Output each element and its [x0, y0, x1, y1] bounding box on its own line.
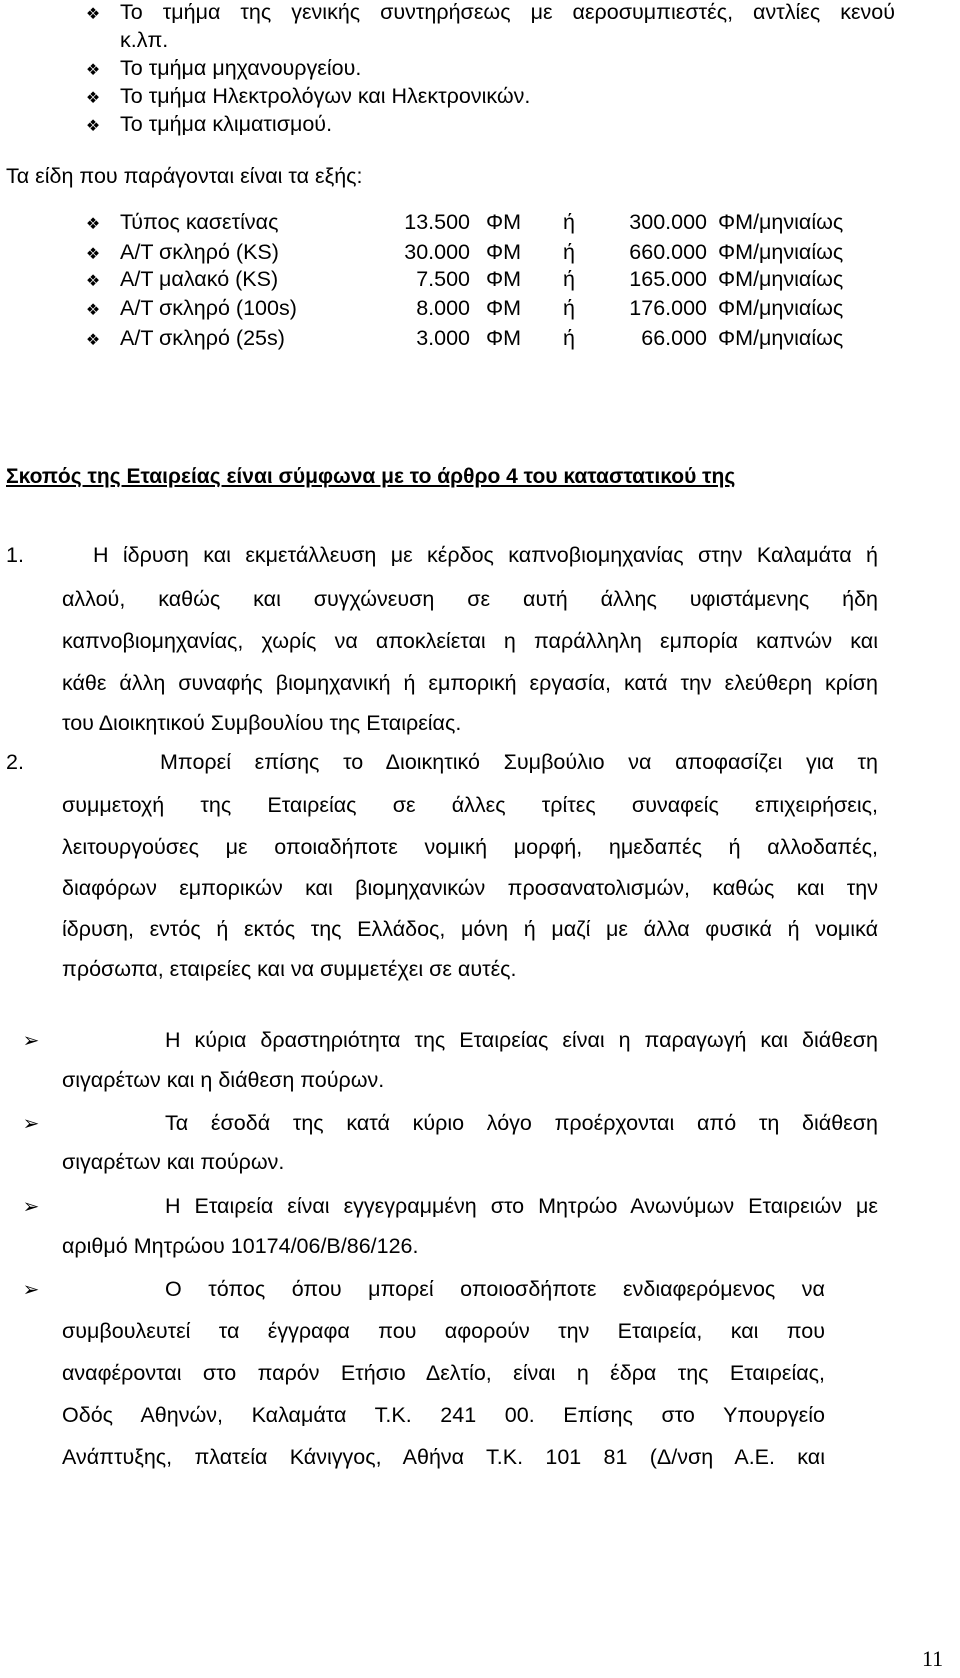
arrow-bullet-icon: ➢ — [22, 1277, 40, 1301]
diamond-bullet-icon: ❖ — [85, 214, 101, 233]
arrow-bullet-icon: ➢ — [22, 1028, 40, 1052]
product-monthly-quantity: 165.000 — [629, 267, 707, 291]
arrow-bullet-icon: ➢ — [22, 1111, 40, 1135]
diamond-bullet-icon: ❖ — [85, 330, 101, 349]
arrow-item-line: Η κύρια δραστηριότητα της Εταιρείας είναι η παραγωγή και διάθεση — [165, 1028, 878, 1052]
product-monthly-quantity: 660.000 — [629, 240, 707, 264]
diamond-bullet-icon: ❖ — [85, 4, 101, 23]
product-quantity: 30.000 — [404, 240, 470, 264]
diamond-bullet-icon: ❖ — [85, 116, 101, 135]
paragraph-line: πρόσωπα, εταιρείες και να συμμετέχει σε αυτές. — [62, 957, 517, 981]
arrow-item-line: Οδός Αθηνών, Καλαμάτα Τ.Κ. 241 00. Επίσης στο Υπουργείο — [62, 1403, 825, 1427]
list-item: Το τμήμα Ηλεκτρολόγων και Ηλεκτρονικών. — [120, 84, 531, 108]
product-or: ή — [563, 240, 575, 264]
product-or: ή — [563, 296, 575, 320]
product-unit: ΦΜ — [486, 210, 522, 234]
arrow-item-line: σιγαρέτων και πούρων. — [62, 1150, 285, 1174]
product-quantity: 3.000 — [416, 326, 470, 350]
paragraph-line: λειτουργούσες με οποιαδήποτε νομική μορφή, ημεδαπές ή αλλοδαπές, — [62, 835, 878, 859]
product-unit: ΦΜ — [486, 240, 522, 264]
product-monthly-quantity: 176.000 — [629, 296, 707, 320]
product-name: Α/Τ σκληρό (KS) — [120, 240, 279, 264]
paragraph-line: συμμετοχή της Εταιρείας σε άλλες τρίτες συναφείς επιχειρήσεις, — [62, 793, 878, 817]
paragraph-line: διαφόρων εμπορικών και βιομηχανικών προσανατολισμών, καθώς και την — [62, 876, 878, 900]
list-item: Το τμήμα της γενικής συντηρήσεως με αεροσυμπιεστές, αντλίες κενού — [120, 0, 895, 24]
paragraph-line: καπνοβιομηχανίας, χωρίς να αποκλείεται η παράλληλη εμπορία καπνών και — [62, 629, 878, 653]
product-quantity: 13.500 — [404, 210, 470, 234]
diamond-bullet-icon: ❖ — [85, 271, 101, 290]
arrow-item-line: αναφέρονται στο παρόν Ετήσιο Δελτίο, είναι η έδρα της Εταιρείας, — [62, 1361, 825, 1385]
arrow-item-line: Τα έσοδά της κατά κύριο λόγο προέρχονται από τη διάθεση — [165, 1111, 878, 1135]
diamond-bullet-icon: ❖ — [85, 88, 101, 107]
product-unit: ΦΜ — [486, 267, 522, 291]
paragraph-line: Η ίδρυση και εκμετάλλευση με κέρδος καπνοβιομηχανίας στην Καλαμάτα ή — [93, 543, 878, 567]
product-name: Α/Τ σκληρό (25s) — [120, 326, 285, 350]
paragraph-line: Μπορεί επίσης το Διοικητικό Συμβούλιο να αποφασίζει για τη — [160, 750, 878, 774]
arrow-item-line: Ο τόπος όπου μπορεί οποιοσδήποτε ενδιαφερόμενος να — [165, 1277, 825, 1301]
product-monthly-unit: ΦΜ/μηνιαίως — [718, 240, 844, 264]
product-name: Τύπος κασετίνας — [120, 210, 279, 234]
product-quantity: 8.000 — [416, 296, 470, 320]
paragraph-line: κάθε άλλη συναφής βιομηχανική ή εμπορική εργασία, κατά την ελεύθερη κρίση — [62, 671, 878, 695]
paragraph-line: του Διοικητικού Συμβουλίου της Εταιρείας. — [62, 711, 462, 735]
product-or: ή — [563, 210, 575, 234]
diamond-bullet-icon: ❖ — [85, 244, 101, 263]
diamond-bullet-icon: ❖ — [85, 300, 101, 319]
arrow-item-line: Ανάπτυξης, πλατεία Κάνιγγος, Αθήνα Τ.Κ. 101 81 (Δ/νση Α.Ε. και — [62, 1445, 825, 1469]
product-or: ή — [563, 267, 575, 291]
list-item: Το τμήμα κλιματισμού. — [120, 112, 333, 136]
arrow-item-line: Η Εταιρεία είναι εγγεγραμμένη στο Μητρώο Ανωνύμων Εταιρειών με — [165, 1194, 878, 1218]
arrow-item-line: αριθμό Μητρώου 10174/06/Β/86/126. — [62, 1234, 419, 1258]
list-item: Το τμήμα μηχανουργείου. — [120, 56, 362, 80]
product-monthly-unit: ΦΜ/μηνιαίως — [718, 326, 844, 350]
list-item-continuation: κ.λπ. — [120, 28, 169, 52]
diamond-bullet-icon: ❖ — [85, 60, 101, 79]
page-number: 11 — [922, 1646, 944, 1671]
section-heading: Σκοπός της Εταιρείας είναι σύμφωνα με το άρθρο 4 του καταστατικού της — [6, 465, 736, 488]
products-intro: Τα είδη που παράγονται είναι τα εξής: — [6, 164, 363, 188]
paragraph-line: αλλού, καθώς και συγχώνευση σε αυτή άλλης υφιστάμενης ήδη — [62, 587, 878, 611]
product-monthly-unit: ΦΜ/μηνιαίως — [718, 296, 844, 320]
product-unit: ΦΜ — [486, 296, 522, 320]
paragraph-number: 1. — [6, 543, 24, 567]
paragraph-number: 2. — [6, 750, 24, 774]
arrow-item-line: συμβουλευτεί τα έγγραφα που αφορούν την Εταιρεία, και που — [62, 1319, 825, 1343]
product-monthly-quantity: 66.000 — [641, 326, 707, 350]
product-monthly-quantity: 300.000 — [629, 210, 707, 234]
product-name: Α/Τ μαλακό (KS) — [120, 267, 279, 291]
product-quantity: 7.500 — [416, 267, 470, 291]
arrow-bullet-icon: ➢ — [22, 1194, 40, 1218]
product-name: Α/Τ σκληρό (100s) — [120, 296, 297, 320]
arrow-item-line: σιγαρέτων και η διάθεση πούρων. — [62, 1068, 385, 1092]
product-monthly-unit: ΦΜ/μηνιαίως — [718, 210, 844, 234]
product-or: ή — [563, 326, 575, 350]
product-unit: ΦΜ — [486, 326, 522, 350]
product-monthly-unit: ΦΜ/μηνιαίως — [718, 267, 844, 291]
paragraph-line: ίδρυση, εντός ή εκτός της Ελλάδος, μόνη ή μαζί με άλλα φυσικά ή νομικά — [62, 917, 878, 941]
